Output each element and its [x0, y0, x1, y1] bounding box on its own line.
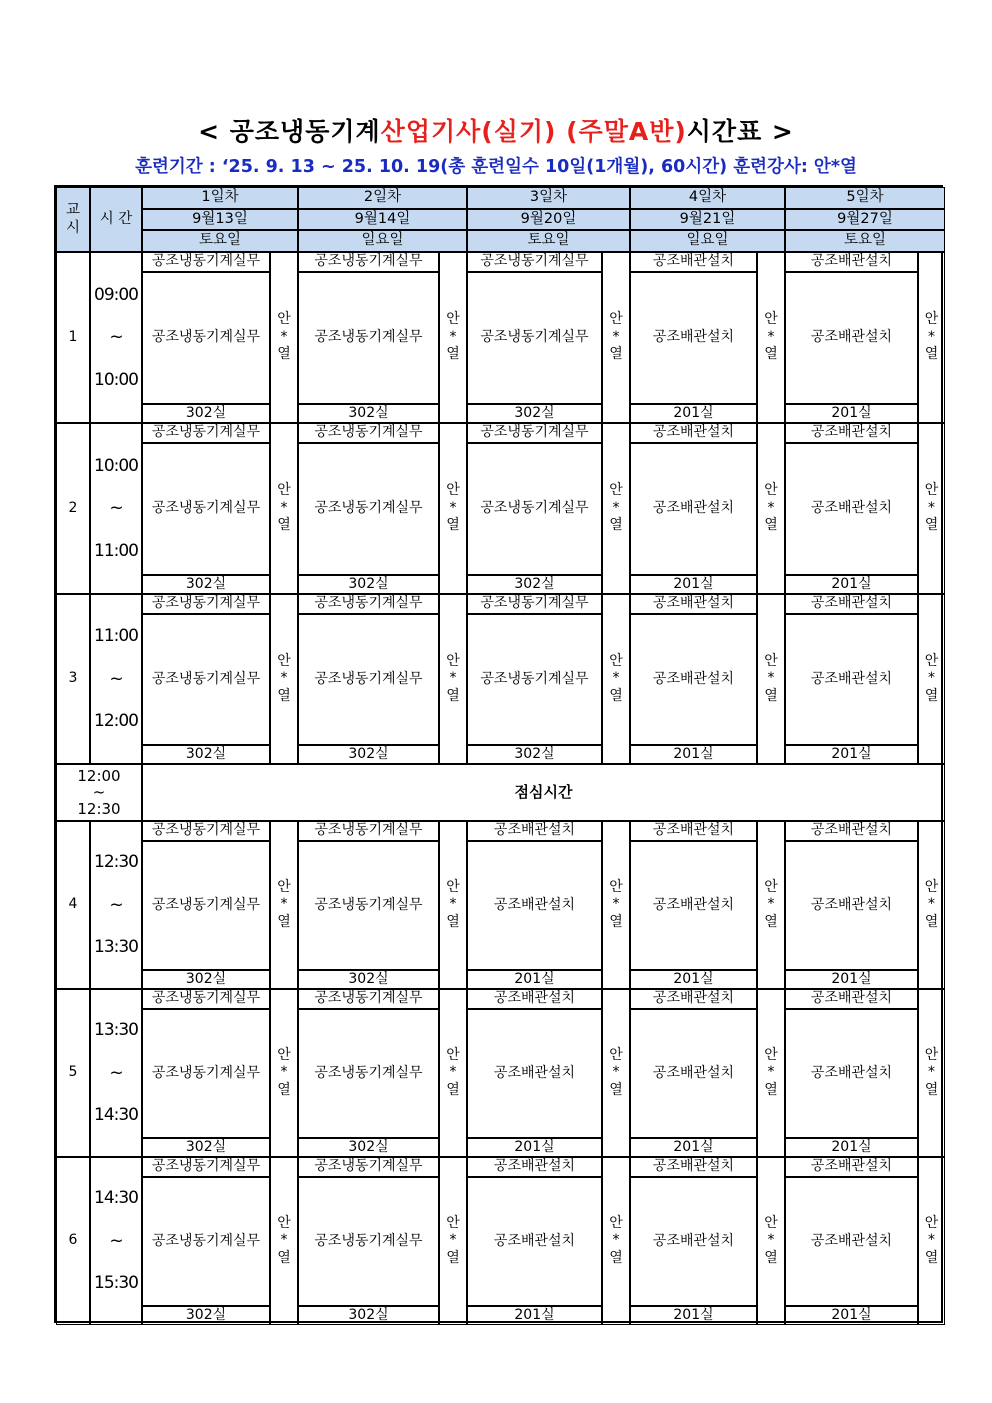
subject-main: 공조냉동기계실무 [467, 614, 602, 745]
instructor-cell [918, 594, 945, 764]
room-label: 201실 [785, 404, 918, 423]
instructor-char: 안 [446, 652, 460, 669]
subject-main: 공조배관설치 [785, 614, 918, 745]
instructor-char: 열 [609, 913, 623, 930]
instructor-char: 안 [277, 652, 291, 669]
room-label: 201실 [630, 745, 757, 764]
instructor-char: 열 [764, 1081, 778, 1098]
subject-top: 공조배관설치 [467, 1157, 602, 1177]
instructor-char: * [280, 670, 288, 687]
day-date: 9월14일 [298, 209, 467, 230]
room-label: 302실 [467, 575, 602, 594]
instructor-cell [602, 821, 630, 989]
instructor-cell [602, 594, 630, 764]
subject-main: 공조배관설치 [630, 614, 757, 745]
instructor-char: 열 [446, 1081, 460, 1098]
subject-top: 공조배관설치 [467, 989, 602, 1009]
time-start: 14:30 [94, 1188, 138, 1209]
subject-top: 공조배관설치 [785, 821, 918, 841]
subject-top: 공조배관설치 [785, 423, 918, 443]
day-weekday: 토요일 [142, 230, 298, 252]
instructor-char: 안 [764, 482, 778, 499]
instructor-cell [918, 821, 945, 989]
instructor-char: 열 [277, 346, 291, 363]
instructor-char: * [449, 328, 457, 345]
instructor-char: * [612, 499, 620, 516]
subject-main: 공조배관설치 [630, 841, 757, 970]
subject-top: 공조냉동기계실무 [142, 989, 270, 1009]
instructor-char: 안 [446, 878, 460, 895]
instructor-char: 열 [277, 1249, 291, 1266]
instructor-char: * [767, 1232, 775, 1249]
subject-main: 공조배관설치 [785, 443, 918, 575]
subject-main: 공조배관설치 [630, 1177, 757, 1306]
instructor-cell [270, 423, 298, 594]
instructor-cell [270, 252, 298, 423]
instructor-char: * [767, 1064, 775, 1081]
instructor-char: * [449, 1064, 457, 1081]
day-weekday: 일요일 [630, 230, 785, 252]
lunch-time-end: 12:30 [77, 799, 121, 818]
subject-top: 공조냉동기계실무 [142, 821, 270, 841]
instructor-char: 안 [446, 482, 460, 499]
room-label: 201실 [630, 970, 757, 989]
instructor-cell [439, 989, 467, 1157]
instructor-char: 안 [764, 878, 778, 895]
subject-main: 공조배관설치 [467, 1177, 602, 1306]
instructor-char: 열 [446, 346, 460, 363]
instructor-cell [602, 989, 630, 1157]
room-label: 201실 [630, 404, 757, 423]
page-title: < 공조냉동기계산업기사(실기) (주말A반)시간표 > [198, 117, 794, 146]
instructor-char: 안 [764, 311, 778, 328]
lunch-time-tilde: ~ [92, 783, 106, 802]
subject-top: 공조냉동기계실무 [298, 989, 439, 1009]
instructor-char: * [767, 896, 775, 913]
subject-top: 공조냉동기계실무 [298, 252, 439, 272]
instructor-char: * [928, 1232, 935, 1249]
instructor-cell [757, 594, 785, 764]
instructor-char: 열 [924, 1081, 939, 1098]
instructor-cell [270, 821, 298, 989]
instructor-char: * [280, 499, 288, 516]
time-tilde: ~ [109, 668, 123, 689]
instructor-char: 안 [764, 1214, 778, 1231]
room-label: 302실 [298, 404, 439, 423]
subject-main: 공조냉동기계실무 [142, 614, 270, 745]
room-label: 201실 [467, 970, 602, 989]
room-label: 302실 [467, 404, 602, 423]
time-tilde: ~ [109, 1230, 123, 1251]
subject-main: 공조냉동기계실무 [298, 1009, 439, 1138]
subject-main: 공조배관설치 [785, 1177, 918, 1306]
instructor-char: 안 [924, 482, 939, 499]
training-period-subtitle: 훈련기간 : ‘25. 9. 13 ~ 25. 10. 19(총 훈련일수 10일(1개월), 60시간) 훈련강사: 안*열 [135, 157, 857, 177]
instructor-char: * [280, 896, 288, 913]
instructor-char: 열 [924, 913, 939, 930]
subject-main: 공조배관설치 [785, 841, 918, 970]
time-range [90, 989, 142, 1157]
lunch-label: 점심시간 [142, 764, 945, 821]
room-label: 201실 [467, 1138, 602, 1157]
subject-top: 공조냉동기계실무 [298, 1157, 439, 1177]
subject-top: 공조배관설치 [785, 989, 918, 1009]
instructor-char: 열 [446, 517, 460, 534]
instructor-char: 안 [277, 1214, 291, 1231]
period-number: 6 [56, 1157, 90, 1325]
instructor-char: 열 [609, 517, 623, 534]
instructor-cell [439, 423, 467, 594]
instructor-char: * [928, 896, 935, 913]
subject-main: 공조냉동기계실무 [142, 272, 270, 404]
instructor-char: 열 [924, 687, 939, 704]
room-label: 201실 [630, 1306, 757, 1325]
instructor-char: 열 [764, 517, 778, 534]
time-end: 14:30 [94, 1105, 138, 1126]
room-label: 201실 [785, 1138, 918, 1157]
instructor-char: * [928, 328, 935, 345]
time-start: 10:00 [94, 455, 138, 476]
day-date: 9월21일 [630, 209, 785, 230]
day-date: 9월13일 [142, 209, 298, 230]
subject-top: 공조배관설치 [785, 594, 918, 614]
timetable [54, 185, 943, 1323]
subject-top: 공조냉동기계실무 [467, 423, 602, 443]
time-start: 13:30 [94, 1020, 138, 1041]
instructor-char: * [612, 1064, 620, 1081]
time-end: 10:00 [94, 369, 138, 390]
instructor-char: 안 [924, 878, 939, 895]
instructor-char: * [928, 670, 935, 687]
time-end: 12:00 [94, 711, 138, 732]
instructor-cell [757, 821, 785, 989]
day-label: 4일차 [630, 187, 785, 209]
instructor-cell [757, 252, 785, 423]
day-weekday: 일요일 [298, 230, 467, 252]
instructor-char: 열 [609, 1081, 623, 1098]
time-tilde: ~ [109, 327, 123, 348]
subject-main: 공조냉동기계실무 [298, 1177, 439, 1306]
instructor-char: 열 [609, 346, 623, 363]
instructor-char: * [612, 896, 620, 913]
subject-main: 공조배관설치 [785, 272, 918, 404]
day-date: 9월27일 [785, 209, 945, 230]
subject-main: 공조배관설치 [630, 272, 757, 404]
period-number: 4 [56, 821, 90, 989]
subject-top: 공조냉동기계실무 [467, 594, 602, 614]
instructor-char: 열 [446, 687, 460, 704]
subject-main: 공조배관설치 [467, 841, 602, 970]
room-label: 201실 [785, 575, 918, 594]
period-number: 5 [56, 989, 90, 1157]
instructor-char: 안 [277, 482, 291, 499]
subject-main: 공조냉동기계실무 [467, 272, 602, 404]
subject-top: 공조배관설치 [785, 252, 918, 272]
room-label: 302실 [467, 745, 602, 764]
time-header: 시 간 [90, 187, 142, 252]
subject-top: 공조냉동기계실무 [142, 1157, 270, 1177]
time-start: 12:30 [94, 852, 138, 873]
instructor-char: 안 [764, 652, 778, 669]
instructor-char: 안 [277, 311, 291, 328]
instructor-cell [757, 423, 785, 594]
instructor-char: 안 [609, 1046, 623, 1063]
instructor-char: * [928, 1064, 935, 1081]
instructor-cell [918, 989, 945, 1157]
time-end: 13:30 [94, 937, 138, 958]
subject-main: 공조냉동기계실무 [298, 614, 439, 745]
subject-main: 공조냉동기계실무 [298, 272, 439, 404]
subject-main: 공조배관설치 [467, 1009, 602, 1138]
instructor-cell [439, 594, 467, 764]
instructor-char: 열 [764, 687, 778, 704]
lunch-time [56, 764, 142, 821]
instructor-char: 안 [609, 311, 623, 328]
day-label: 2일차 [298, 187, 467, 209]
time-end: 15:30 [94, 1273, 138, 1294]
time-end: 11:00 [94, 540, 138, 561]
day-label: 1일차 [142, 187, 298, 209]
instructor-cell [439, 1157, 467, 1325]
instructor-cell [602, 1157, 630, 1325]
period-number: 1 [56, 252, 90, 423]
instructor-char: * [612, 670, 620, 687]
room-label: 302실 [142, 1306, 270, 1325]
subject-top: 공조배관설치 [785, 1157, 918, 1177]
period-number: 2 [56, 423, 90, 594]
instructor-char: 안 [446, 311, 460, 328]
subject-top: 공조냉동기계실무 [142, 252, 270, 272]
instructor-char: 안 [924, 1046, 939, 1063]
subject-top: 공조배관설치 [630, 594, 757, 614]
time-start: 09:00 [94, 284, 138, 305]
subject-main: 공조배관설치 [785, 1009, 918, 1138]
instructor-char: 열 [924, 1249, 939, 1266]
subject-top: 공조배관설치 [467, 821, 602, 841]
instructor-char: 열 [277, 1081, 291, 1098]
room-label: 201실 [785, 745, 918, 764]
instructor-char: 안 [609, 878, 623, 895]
instructor-char: 열 [924, 346, 939, 363]
room-label: 302실 [298, 1306, 439, 1325]
time-range [90, 252, 142, 423]
instructor-cell [918, 252, 945, 423]
lunch-time-start: 12:00 [77, 766, 121, 785]
instructor-char: 안 [609, 482, 623, 499]
instructor-char: 안 [446, 1214, 460, 1231]
subject-top: 공조냉동기계실무 [298, 594, 439, 614]
instructor-cell [602, 423, 630, 594]
room-label: 302실 [142, 1138, 270, 1157]
instructor-char: 안 [609, 1214, 623, 1231]
subject-top: 공조냉동기계실무 [298, 821, 439, 841]
subject-main: 공조냉동기계실무 [298, 443, 439, 575]
room-label: 302실 [142, 970, 270, 989]
instructor-cell [918, 423, 945, 594]
time-tilde: ~ [109, 498, 123, 519]
day-weekday: 토요일 [785, 230, 945, 252]
instructor-char: 안 [924, 1214, 939, 1231]
subject-top: 공조냉동기계실무 [142, 423, 270, 443]
room-label: 201실 [785, 1306, 918, 1325]
instructor-char: 안 [764, 1046, 778, 1063]
instructor-cell [270, 1157, 298, 1325]
instructor-char: 안 [924, 311, 939, 328]
instructor-char: * [928, 499, 935, 516]
room-label: 201실 [785, 970, 918, 989]
room-label: 302실 [298, 970, 439, 989]
instructor-char: 열 [277, 517, 291, 534]
instructor-char: 안 [277, 878, 291, 895]
subject-main: 공조냉동기계실무 [142, 841, 270, 970]
instructor-char: 안 [924, 652, 939, 669]
instructor-char: 열 [446, 913, 460, 930]
instructor-cell [918, 1157, 945, 1325]
day-label: 5일차 [785, 187, 945, 209]
time-start: 11:00 [94, 626, 138, 647]
subject-main: 공조냉동기계실무 [467, 443, 602, 575]
room-label: 201실 [467, 1306, 602, 1325]
instructor-char: * [449, 670, 457, 687]
instructor-char: * [449, 1232, 457, 1249]
instructor-char: * [767, 328, 775, 345]
subject-top: 공조냉동기계실무 [298, 423, 439, 443]
time-range [90, 1157, 142, 1325]
instructor-char: 열 [609, 687, 623, 704]
time-tilde: ~ [109, 1062, 123, 1083]
subject-top: 공조배관설치 [630, 821, 757, 841]
instructor-char: * [612, 1232, 620, 1249]
room-label: 302실 [298, 575, 439, 594]
subject-main: 공조냉동기계실무 [142, 1177, 270, 1306]
time-range [90, 423, 142, 594]
subject-main: 공조배관설치 [630, 1009, 757, 1138]
instructor-char: 열 [764, 346, 778, 363]
instructor-char: 열 [924, 517, 939, 534]
day-weekday: 토요일 [467, 230, 630, 252]
instructor-cell [757, 989, 785, 1157]
room-label: 302실 [298, 745, 439, 764]
instructor-char: * [280, 1232, 288, 1249]
instructor-char: * [449, 499, 457, 516]
instructor-char: * [449, 896, 457, 913]
time-range [90, 594, 142, 764]
instructor-char: * [280, 328, 288, 345]
subject-top: 공조배관설치 [630, 423, 757, 443]
subject-main: 공조배관설치 [630, 443, 757, 575]
instructor-cell [439, 252, 467, 423]
instructor-char: * [767, 499, 775, 516]
day-label: 3일차 [467, 187, 630, 209]
subject-top: 공조배관설치 [630, 1157, 757, 1177]
instructor-cell [270, 989, 298, 1157]
subject-top: 공조냉동기계실무 [467, 252, 602, 272]
instructor-char: * [280, 1064, 288, 1081]
subject-main: 공조냉동기계실무 [142, 443, 270, 575]
instructor-cell [602, 252, 630, 423]
instructor-char: 열 [277, 687, 291, 704]
room-label: 302실 [142, 745, 270, 764]
subject-main: 공조냉동기계실무 [298, 841, 439, 970]
instructor-char: 안 [277, 1046, 291, 1063]
instructor-char: 열 [764, 1249, 778, 1266]
room-label: 302실 [142, 404, 270, 423]
period-number: 3 [56, 594, 90, 764]
instructor-cell [757, 1157, 785, 1325]
instructor-char: 열 [609, 1249, 623, 1266]
instructor-char: 열 [764, 913, 778, 930]
instructor-cell [270, 594, 298, 764]
room-label: 201실 [630, 1138, 757, 1157]
time-range [90, 821, 142, 989]
room-label: 302실 [298, 1138, 439, 1157]
subject-main: 공조냉동기계실무 [142, 1009, 270, 1138]
instructor-char: 열 [446, 1249, 460, 1266]
instructor-char: 안 [609, 652, 623, 669]
instructor-cell [439, 821, 467, 989]
period-header: 교시 [56, 187, 90, 252]
time-tilde: ~ [109, 894, 123, 915]
instructor-char: * [612, 328, 620, 345]
subject-top: 공조냉동기계실무 [142, 594, 270, 614]
subject-top: 공조배관설치 [630, 252, 757, 272]
instructor-char: 안 [446, 1046, 460, 1063]
instructor-char: * [767, 670, 775, 687]
instructor-char: 열 [277, 913, 291, 930]
room-label: 302실 [142, 575, 270, 594]
day-date: 9월20일 [467, 209, 630, 230]
subject-top: 공조배관설치 [630, 989, 757, 1009]
room-label: 201실 [630, 575, 757, 594]
